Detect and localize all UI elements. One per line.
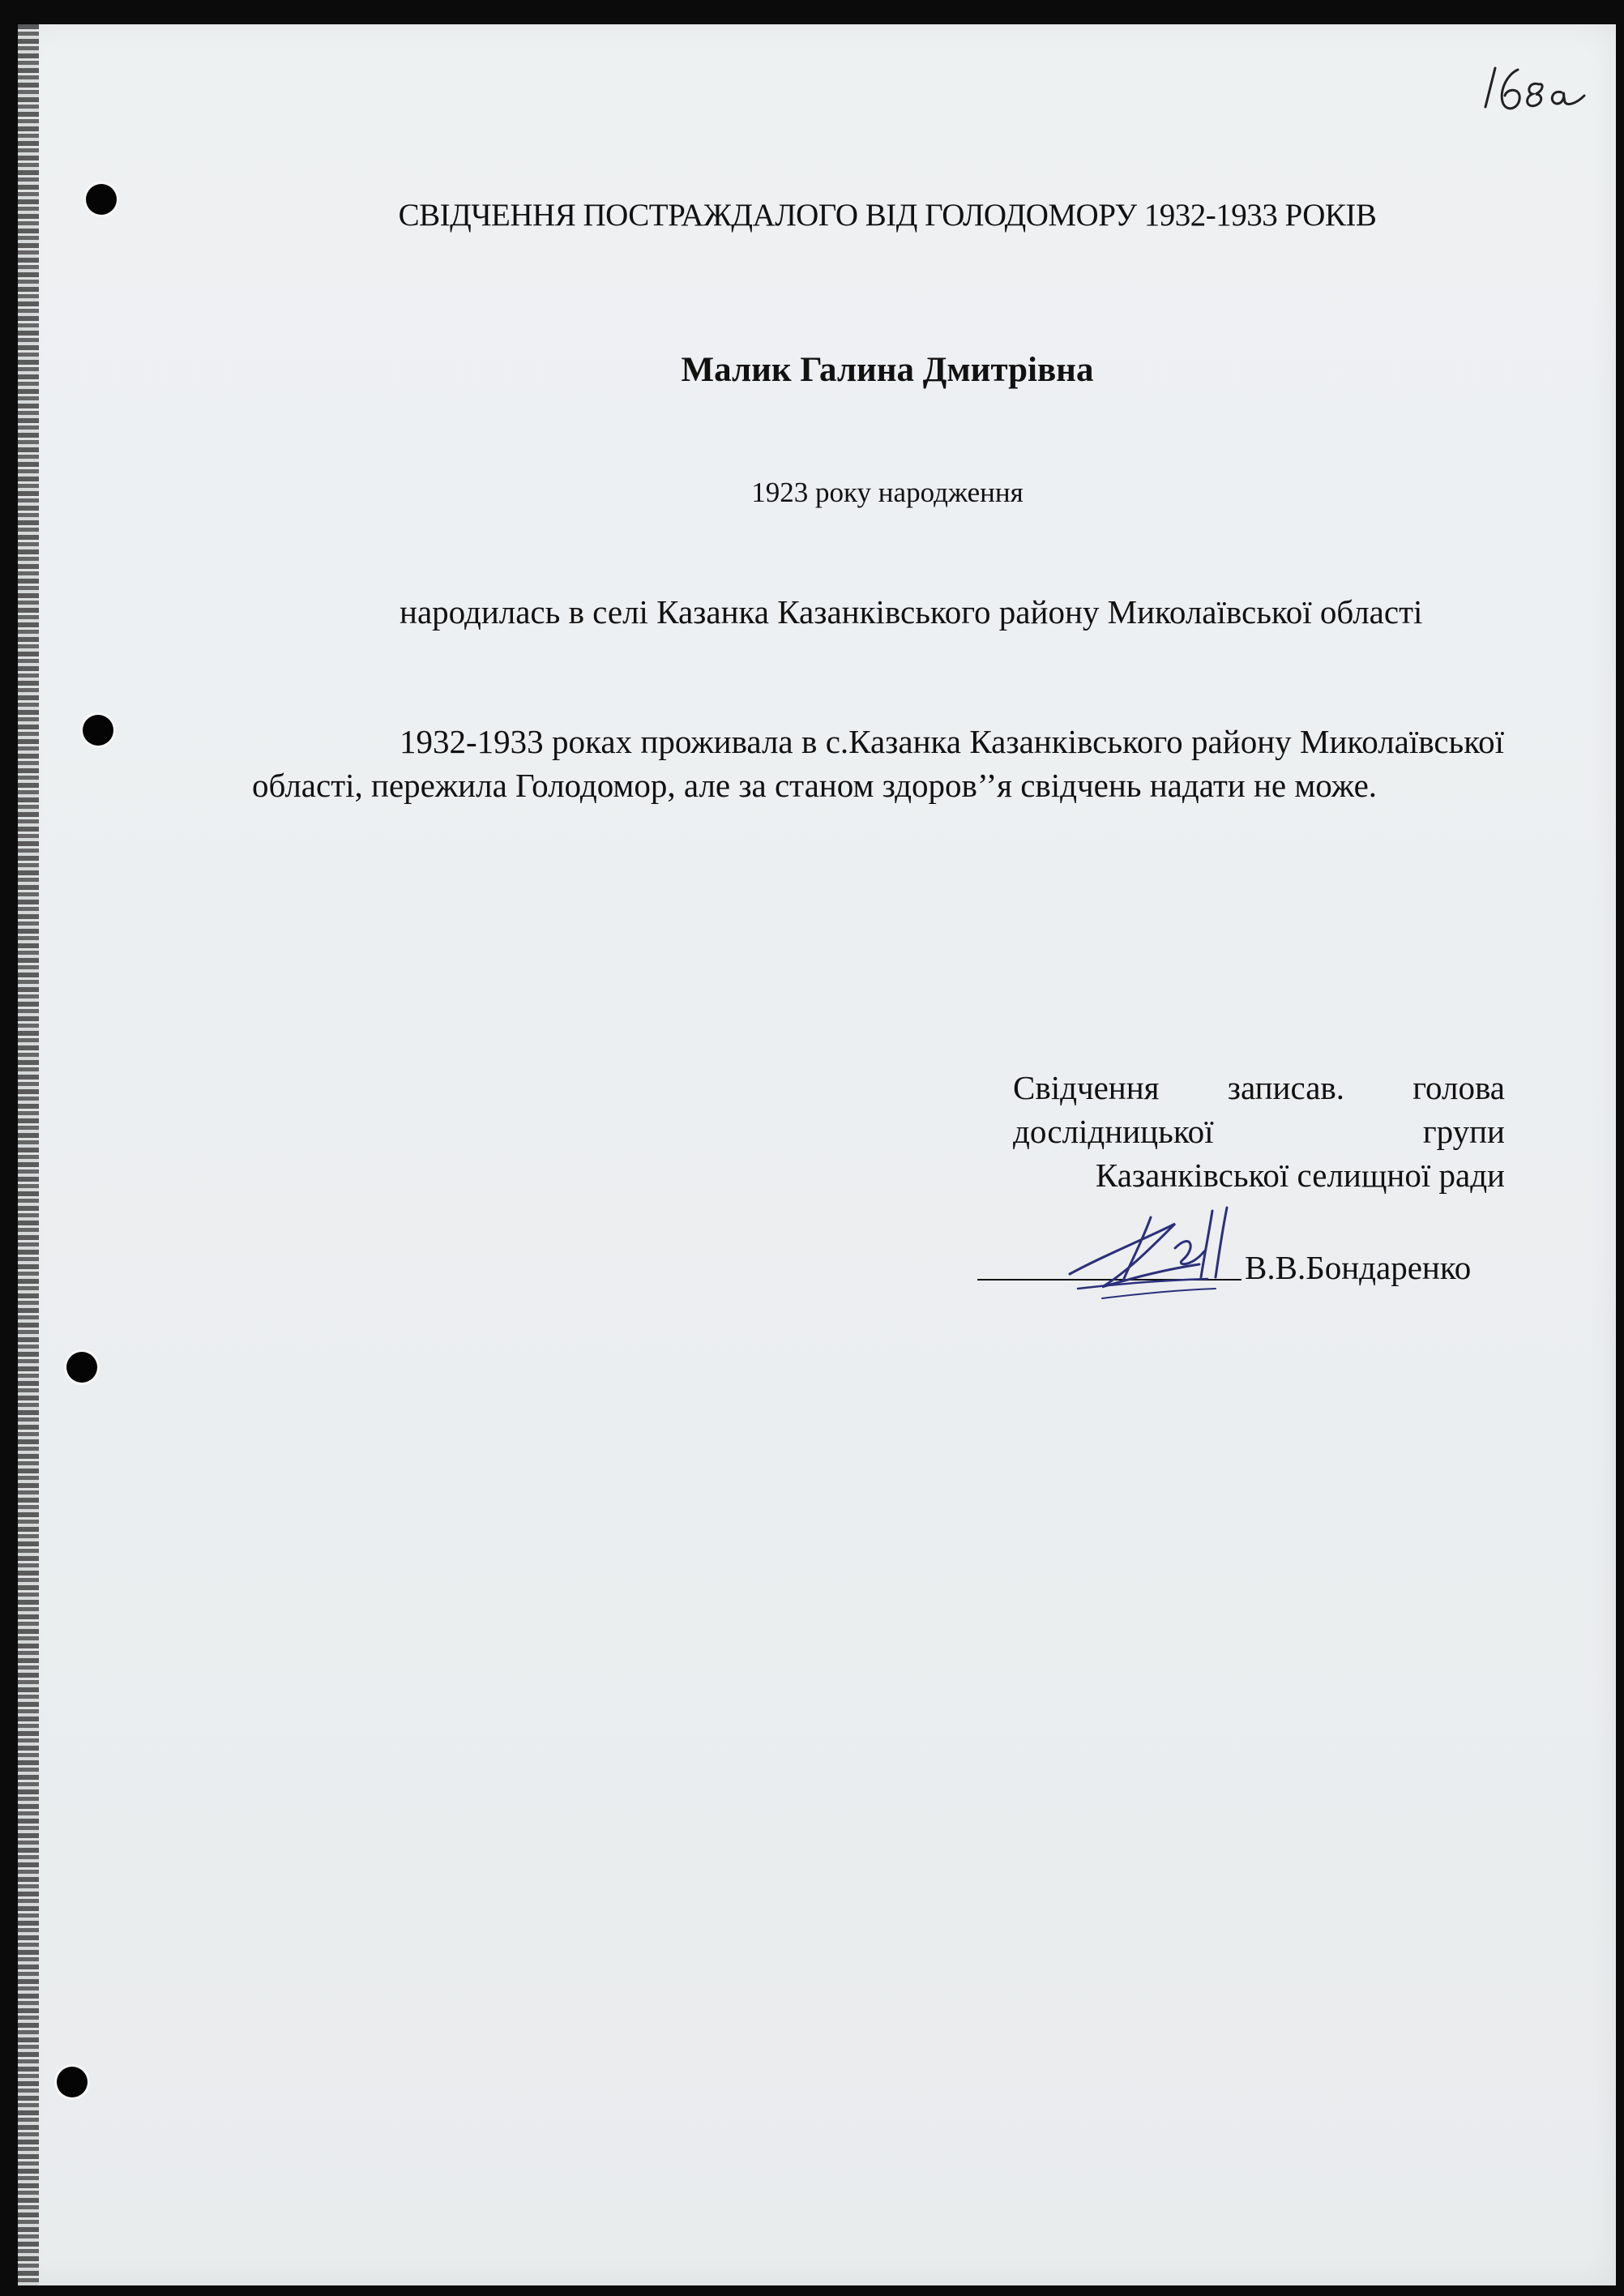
testimony-paragraph: 1932-1933 роках проживала в с.Казанка Казанківського району Миколаївської області, пережила Голодомор, але за станом здоров’’я свідчень надати не може. xyxy=(252,723,1504,804)
handwritten-signature xyxy=(1053,1199,1272,1305)
recorded-by-word: Свідчення xyxy=(1013,1069,1160,1106)
recorded-by-word: групи xyxy=(1422,1113,1505,1150)
punch-hole xyxy=(57,2067,88,2097)
recorded-by-line-1 xyxy=(1013,1066,1505,1110)
punch-hole xyxy=(83,715,113,746)
recorded-by-line-3: Казанківської селищної ради xyxy=(1095,1157,1505,1194)
recorded-by-word: записав. xyxy=(1227,1069,1345,1106)
birthplace-paragraph: народилась в селі Казанка Казанківського району Миколаївської області xyxy=(400,593,1423,631)
signatory-name: В.В.Бондаренко xyxy=(1245,1249,1472,1286)
person-name: Малик Галина Дмитрівна xyxy=(681,351,1094,389)
document-heading: СВІДЧЕННЯ ПОСТРАЖДАЛОГО ВІД ГОЛОДОМОРУ 1932-1933 РОКІВ xyxy=(398,198,1377,233)
recorded-by-line-2 xyxy=(1013,1110,1505,1153)
recorded-by-word: дослідницької xyxy=(1013,1113,1214,1150)
recorded-by-word: голова xyxy=(1412,1069,1505,1106)
punch-hole xyxy=(66,1352,97,1383)
birth-year-line: 1923 року народження xyxy=(751,477,1024,508)
handwritten-page-number xyxy=(1471,57,1592,130)
recorded-by-block xyxy=(1013,1066,1505,1197)
